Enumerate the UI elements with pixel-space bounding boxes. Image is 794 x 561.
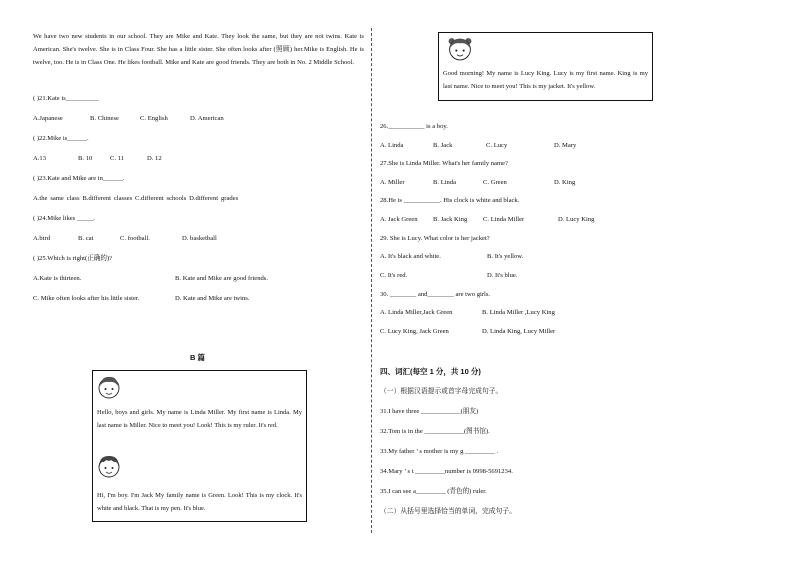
question-24-option-a: A.bird xyxy=(33,235,51,242)
question-31: 31.I have three ____________(朋友) xyxy=(380,408,479,415)
question-28-option-d: D. Lucy King xyxy=(558,216,595,223)
boy-avatar-icon xyxy=(97,453,121,479)
question-21-option-a: A.Japanese xyxy=(33,115,63,122)
section-b-title: B 篇 xyxy=(190,353,205,362)
question-21-stem: ( )21.Kate is__________ xyxy=(33,95,99,102)
subsection-1-title: （一）根据汉语提示或首字母完成句子。 xyxy=(380,387,503,395)
reading-passage-a: We have two new students in our school. They are Mike and Kate. They look the same, but they are not twins. Kate is American. She's twelve. She is in Class Four. She has a little sister. She often looks after (照顾) her.Mike is English. He is twelve, too. He is in Class One. He likes football. Mike and Kate are good friends. They are both in No. 2 Middle School. xyxy=(33,33,364,67)
girl-avatar-icon xyxy=(447,35,473,62)
question-30-option-a: A. Linda Miller,Jack Green xyxy=(380,309,453,316)
card-linda-text: Hello, boys and girls. My name is Linda Miller. My first name is Linda. My last name is Miller. Nice to meet you! Look! This is my ruler. It's red. xyxy=(97,409,302,429)
question-26-option-b: B. Jack xyxy=(433,142,453,149)
question-22-option-d: D. 12 xyxy=(147,155,162,162)
question-30-option-c: C. Lucy King, Jack Green xyxy=(380,328,449,335)
card-jack-text: Hi, I'm boy. I'm Jack My family name is Green. Look! This is my clock. It's white and black. That is my pen. It's blue. xyxy=(97,492,302,512)
question-30-option-d: D. Linda King, Lucy Miller xyxy=(482,328,556,335)
question-26-option-c: C. Lucy xyxy=(486,142,508,149)
question-22-option-a: A.13 xyxy=(33,155,47,162)
character-cards-box xyxy=(92,370,307,522)
question-26-option-d: D. Mary xyxy=(554,142,577,149)
question-28-option-a: A. Jack Green xyxy=(380,216,418,223)
question-33: 33.My father ’ s mother is my g _________ . xyxy=(380,448,499,455)
question-22-option-c: C. 11 xyxy=(110,155,125,162)
question-29-option-a: A. It's black and white. xyxy=(380,253,441,260)
girl-avatar-icon xyxy=(97,374,121,400)
question-25-stem: ( )25.Which is right(正确的)? xyxy=(33,255,113,262)
question-27-option-a: A. Miller xyxy=(380,179,405,186)
question-27-option-b: B. Linda xyxy=(433,179,457,186)
question-27-stem: 27.She is Linda Miller. What's her family name? xyxy=(380,160,508,167)
question-29-option-d: D. It's blue. xyxy=(487,272,518,279)
question-25-option-c: C. Mike often looks after his little sister. xyxy=(33,295,140,302)
column-divider xyxy=(371,28,372,533)
question-27-option-d: D. King xyxy=(554,179,576,186)
question-29-stem: 29. She is Lucy. What color is her jacket? xyxy=(380,235,490,242)
question-25-option-a: A.Kate is thirteen. xyxy=(33,275,82,282)
question-29-option-b: B. It's yellow. xyxy=(487,253,524,260)
question-28-option-b: B. Jack King xyxy=(433,216,468,223)
question-25-option-b: B. Kate and Mike are good friends. xyxy=(175,275,269,282)
question-21-option-c: C. English xyxy=(140,115,168,122)
question-28-option-c: C. Linda Miller xyxy=(483,216,525,223)
question-23-stem: ( )23.Kate and Mike are in______. xyxy=(33,175,125,182)
question-22-stem: ( )22.Mike is______. xyxy=(33,135,89,142)
question-24-stem: ( )24.Mike likes _____. xyxy=(33,215,96,222)
question-23-options: A.the same class B.different classes C.different schools D.different grades xyxy=(33,195,239,202)
question-24-option-d: D. basketball xyxy=(182,235,217,242)
question-26-option-a: A. Linda xyxy=(380,142,404,149)
question-25-option-d: D. Kate and Mike are twins. xyxy=(175,295,250,302)
question-32: 32.Tom is in the ____________(图书馆). xyxy=(380,428,490,435)
section-4-title: 四、词汇(每空 1 分，共 10 分) xyxy=(380,367,481,376)
question-28-stem: 28.He is ___________. His clock is white and black. xyxy=(380,197,520,204)
question-21-option-d: D. American xyxy=(190,115,224,122)
question-27-option-c: C. Green xyxy=(483,179,507,186)
question-24-option-c: C. football. xyxy=(120,235,150,242)
question-29-option-c: C. It's red. xyxy=(380,272,408,279)
question-34: 34.Mary ’ s t _________number is 0998-5691234. xyxy=(380,468,513,475)
question-30-option-b: B. Linda Miller ,Lucy King xyxy=(482,309,555,316)
question-21-option-b: B. Chinese xyxy=(90,115,119,122)
card-lucy-text: Good morning! My name is Lucy King. Lucy is my first name. King is my last name. Nice to meet you! This is my jacket. It's yellow. xyxy=(443,70,648,90)
subsection-2-title: （二）从括号里选择恰当的单词，完成句子。 xyxy=(380,507,516,515)
question-24-option-b: B. cat xyxy=(78,235,94,242)
question-30-stem: 30. ________ and________ are two girls. xyxy=(380,291,491,298)
card-lucy-box xyxy=(438,32,653,101)
question-26-stem: 26.___________ is a boy. xyxy=(380,123,448,130)
question-35: 35.I can see a_________ (青色的) ruler. xyxy=(380,488,487,495)
question-22-option-b: B. 10 xyxy=(78,155,93,162)
